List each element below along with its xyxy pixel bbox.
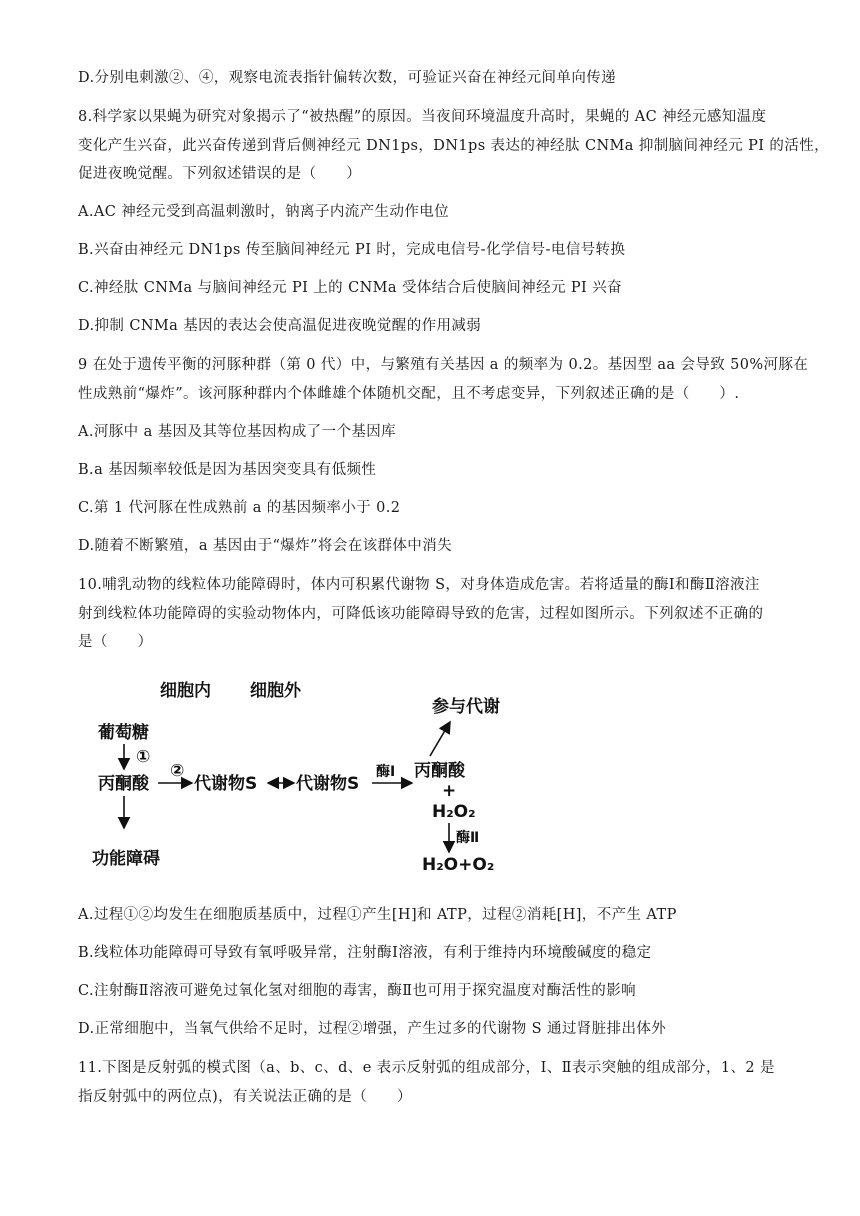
metabolism-diagram bbox=[78, 672, 538, 884]
question-8-line-1: 8.科学家以果蝇为研究对象揭示了“被热醒”的原因。当夜间环境温度升高时，果蝇的 AC 神经元感知温度 bbox=[78, 109, 767, 125]
label-water-oxygen: H₂O+O₂ bbox=[422, 855, 495, 875]
label-metabolite-s-outside: 代谢物S bbox=[296, 774, 360, 794]
label-step-2: ② bbox=[170, 761, 185, 781]
label-pyruvate-inside: 丙酮酸 bbox=[98, 774, 149, 794]
label-enzyme-2: 酶Ⅱ bbox=[456, 830, 480, 846]
option-8c: C.神经肽 CNMa 与脑间神经元 PI 上的 CNMa 受体结合后使脑间神经元 PI 兴奋 bbox=[78, 280, 622, 296]
option-9d: D.随着不断繁殖，a 基因由于“爆炸”将会在该群体中消失 bbox=[78, 538, 452, 554]
question-9-line-2: 性成熟前“爆炸”。该河豚种群内个体雌雄个体随机交配，且不考虑变异，下列叙述正确的是（ ）. bbox=[78, 386, 740, 402]
label-metabolite-s-inside: 代谢物S bbox=[194, 774, 258, 794]
option-7d: D.分别电刺激②、④，观察电流表指针偏转次数，可验证兴奋在神经元间单向传递 bbox=[78, 70, 617, 86]
option-8a: A.AC 神经元受到高温刺激时，钠离子内流产生动作电位 bbox=[78, 204, 450, 220]
question-11-line-2: 指反射弧中的两位点)，有关说法正确的是（ ） bbox=[78, 1089, 412, 1105]
label-participate-metabolism: 参与代谢 bbox=[432, 697, 500, 717]
label-pyruvate-outside: 丙酮酸 bbox=[414, 761, 465, 781]
label-plus: + bbox=[442, 781, 457, 801]
label-glucose: 葡萄糖 bbox=[98, 723, 149, 743]
option-10b: B.线粒体功能障碍可导致有氧呼吸异常，注射酶Ⅰ溶液，有利于维持内环境酸碱度的稳定 bbox=[78, 945, 652, 961]
question-8-line-2: 变化产生兴奋，此兴奋传递到背后侧神经元 DN1ps，DN1ps 表达的神经肽 CNMa 抑制脑间神经元 PI 的活性， bbox=[78, 138, 830, 154]
option-9a: A.河豚中 a 基因及其等位基因构成了一个基因库 bbox=[78, 424, 397, 440]
option-10d: D.正常细胞中，当氧气供给不足时，过程②增强，产生过多的代谢物 S 通过肾脏排出体外 bbox=[78, 1021, 667, 1037]
option-10a: A.过程①②均发生在细胞质基质中，过程①产生[H]和 ATP，过程②消耗[H]，不产生 ATP bbox=[78, 907, 677, 923]
label-step-1: ① bbox=[136, 747, 151, 767]
label-h2o2: H₂O₂ bbox=[432, 802, 476, 822]
question-8-line-3: 促进夜晚觉醒。下列叙述错误的是（ ） bbox=[78, 166, 362, 182]
option-9b: B.a 基因频率较低是因为基因突变具有低频性 bbox=[78, 462, 377, 478]
option-9c: C.第 1 代河豚在性成熟前 a 的基因频率小于 0.2 bbox=[78, 500, 401, 516]
question-10-line-3: 是（ ） bbox=[78, 634, 153, 650]
question-10-line-2: 射到线粒体功能障碍的实验动物体内，可降低该功能障碍导致的危害，过程如图所示。下列叙述不正确的 bbox=[78, 606, 764, 622]
option-8b: B.兴奋由神经元 DN1ps 传至脑间神经元 PI 时，完成电信号-化学信号-电信号转换 bbox=[78, 242, 626, 258]
question-10-line-1: 10.哺乳动物的线粒体功能障碍时，体内可积累代谢物 S，对身体造成危害。若将适量的酶Ⅰ和酶Ⅱ溶液注 bbox=[78, 577, 760, 593]
label-inside-cell: 细胞内 bbox=[160, 681, 211, 701]
option-10c: C.注射酶Ⅱ溶液可避免过氧化氢对细胞的毒害，酶Ⅱ也可用于探究温度对酶活性的影响 bbox=[78, 983, 636, 999]
question-11-line-1: 11.下图是反射弧的模式图（a、b、c、d、e 表示反射弧的组成部分，Ⅰ、Ⅱ表示突触的组成部分，1、2 是 bbox=[78, 1060, 775, 1076]
arrow-to-metabolism bbox=[430, 722, 450, 756]
option-8d: D.抑制 CNMa 基因的表达会使高温促进夜晚觉醒的作用减弱 bbox=[78, 318, 482, 334]
label-outside-cell: 细胞外 bbox=[250, 681, 301, 701]
question-9-line-1: 9 在处于遗传平衡的河豚种群（第 0 代）中，与繁殖有关基因 a 的频率为 0.2。基因型 aa 会导致 50%河豚在 bbox=[78, 357, 809, 373]
label-enzyme-1: 酶Ⅰ bbox=[376, 764, 396, 780]
label-dysfunction: 功能障碍 bbox=[92, 849, 160, 869]
